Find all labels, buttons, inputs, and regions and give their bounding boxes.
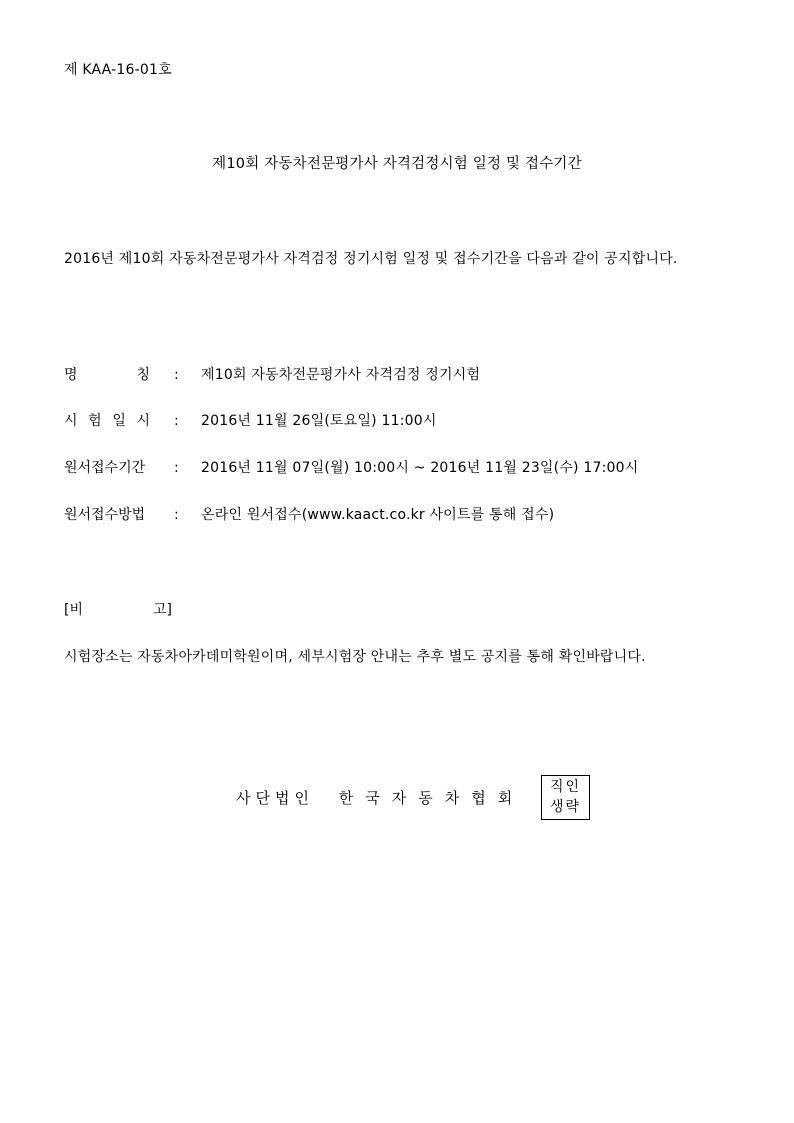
field-label-char: 험 — [88, 413, 102, 429]
remarks-label-open: [비 — [64, 602, 83, 618]
field-value-application-period: 2016년 11월 07일(월) 10:00시 ~ 2016년 11월 23일(수) 17:00시 — [201, 460, 639, 476]
field-label-text: 원서접수기간 — [64, 460, 146, 476]
field-label-char: 칭 — [136, 367, 150, 383]
field-colon: : — [174, 367, 179, 383]
field-label-char: 일 — [112, 413, 126, 429]
document-title: 제10회 자동차전문평가사 자격검정시험 일정 및 접수기간 — [212, 156, 582, 172]
field-label-text: 원서접수방법 — [64, 507, 146, 523]
field-colon: : — [174, 413, 179, 429]
document-number: 제 KAA-16-01호 — [64, 62, 172, 78]
signature-line — [236, 788, 524, 808]
field-value-application-method: 온라인 원서접수(www.kaact.co.kr 사이트를 통해 접수) — [201, 507, 555, 523]
field-colon: : — [174, 460, 179, 476]
field-label-char: 시 — [64, 413, 78, 429]
field-label-char: 명 — [64, 367, 78, 383]
field-colon: : — [174, 507, 179, 523]
field-label — [64, 411, 150, 431]
signature-organization-type: 사단법인 — [236, 789, 314, 807]
seal-text-line2: 생략 — [549, 799, 582, 815]
remarks-text: 시험장소는 자동차아카데미학원이며, 세부시험장 안내는 추후 별도 공지를 통해 확인바랍니다. — [64, 649, 646, 665]
seal-box — [541, 775, 590, 820]
notice-paragraph: 2016년 제10회 자동차전문평가사 자격검정 정기시험 일정 및 접수기간을 다음과 같이 공지합니다. — [64, 251, 678, 267]
field-value-exam-datetime: 2016년 11월 26일(토요일) 11:00시 — [201, 413, 437, 429]
field-label — [64, 458, 156, 478]
field-label — [64, 365, 150, 385]
field-label-char: 시 — [136, 413, 150, 429]
field-label — [64, 505, 156, 525]
field-value-name: 제10회 자동차전문평가사 자격검정 정기시험 — [201, 367, 481, 383]
remarks-label-close: 고] — [153, 602, 172, 618]
remarks-label — [64, 600, 172, 620]
seal-text-line1: 직인 — [549, 779, 582, 795]
signature-organization-name: 한국자동차협회 — [338, 789, 525, 807]
